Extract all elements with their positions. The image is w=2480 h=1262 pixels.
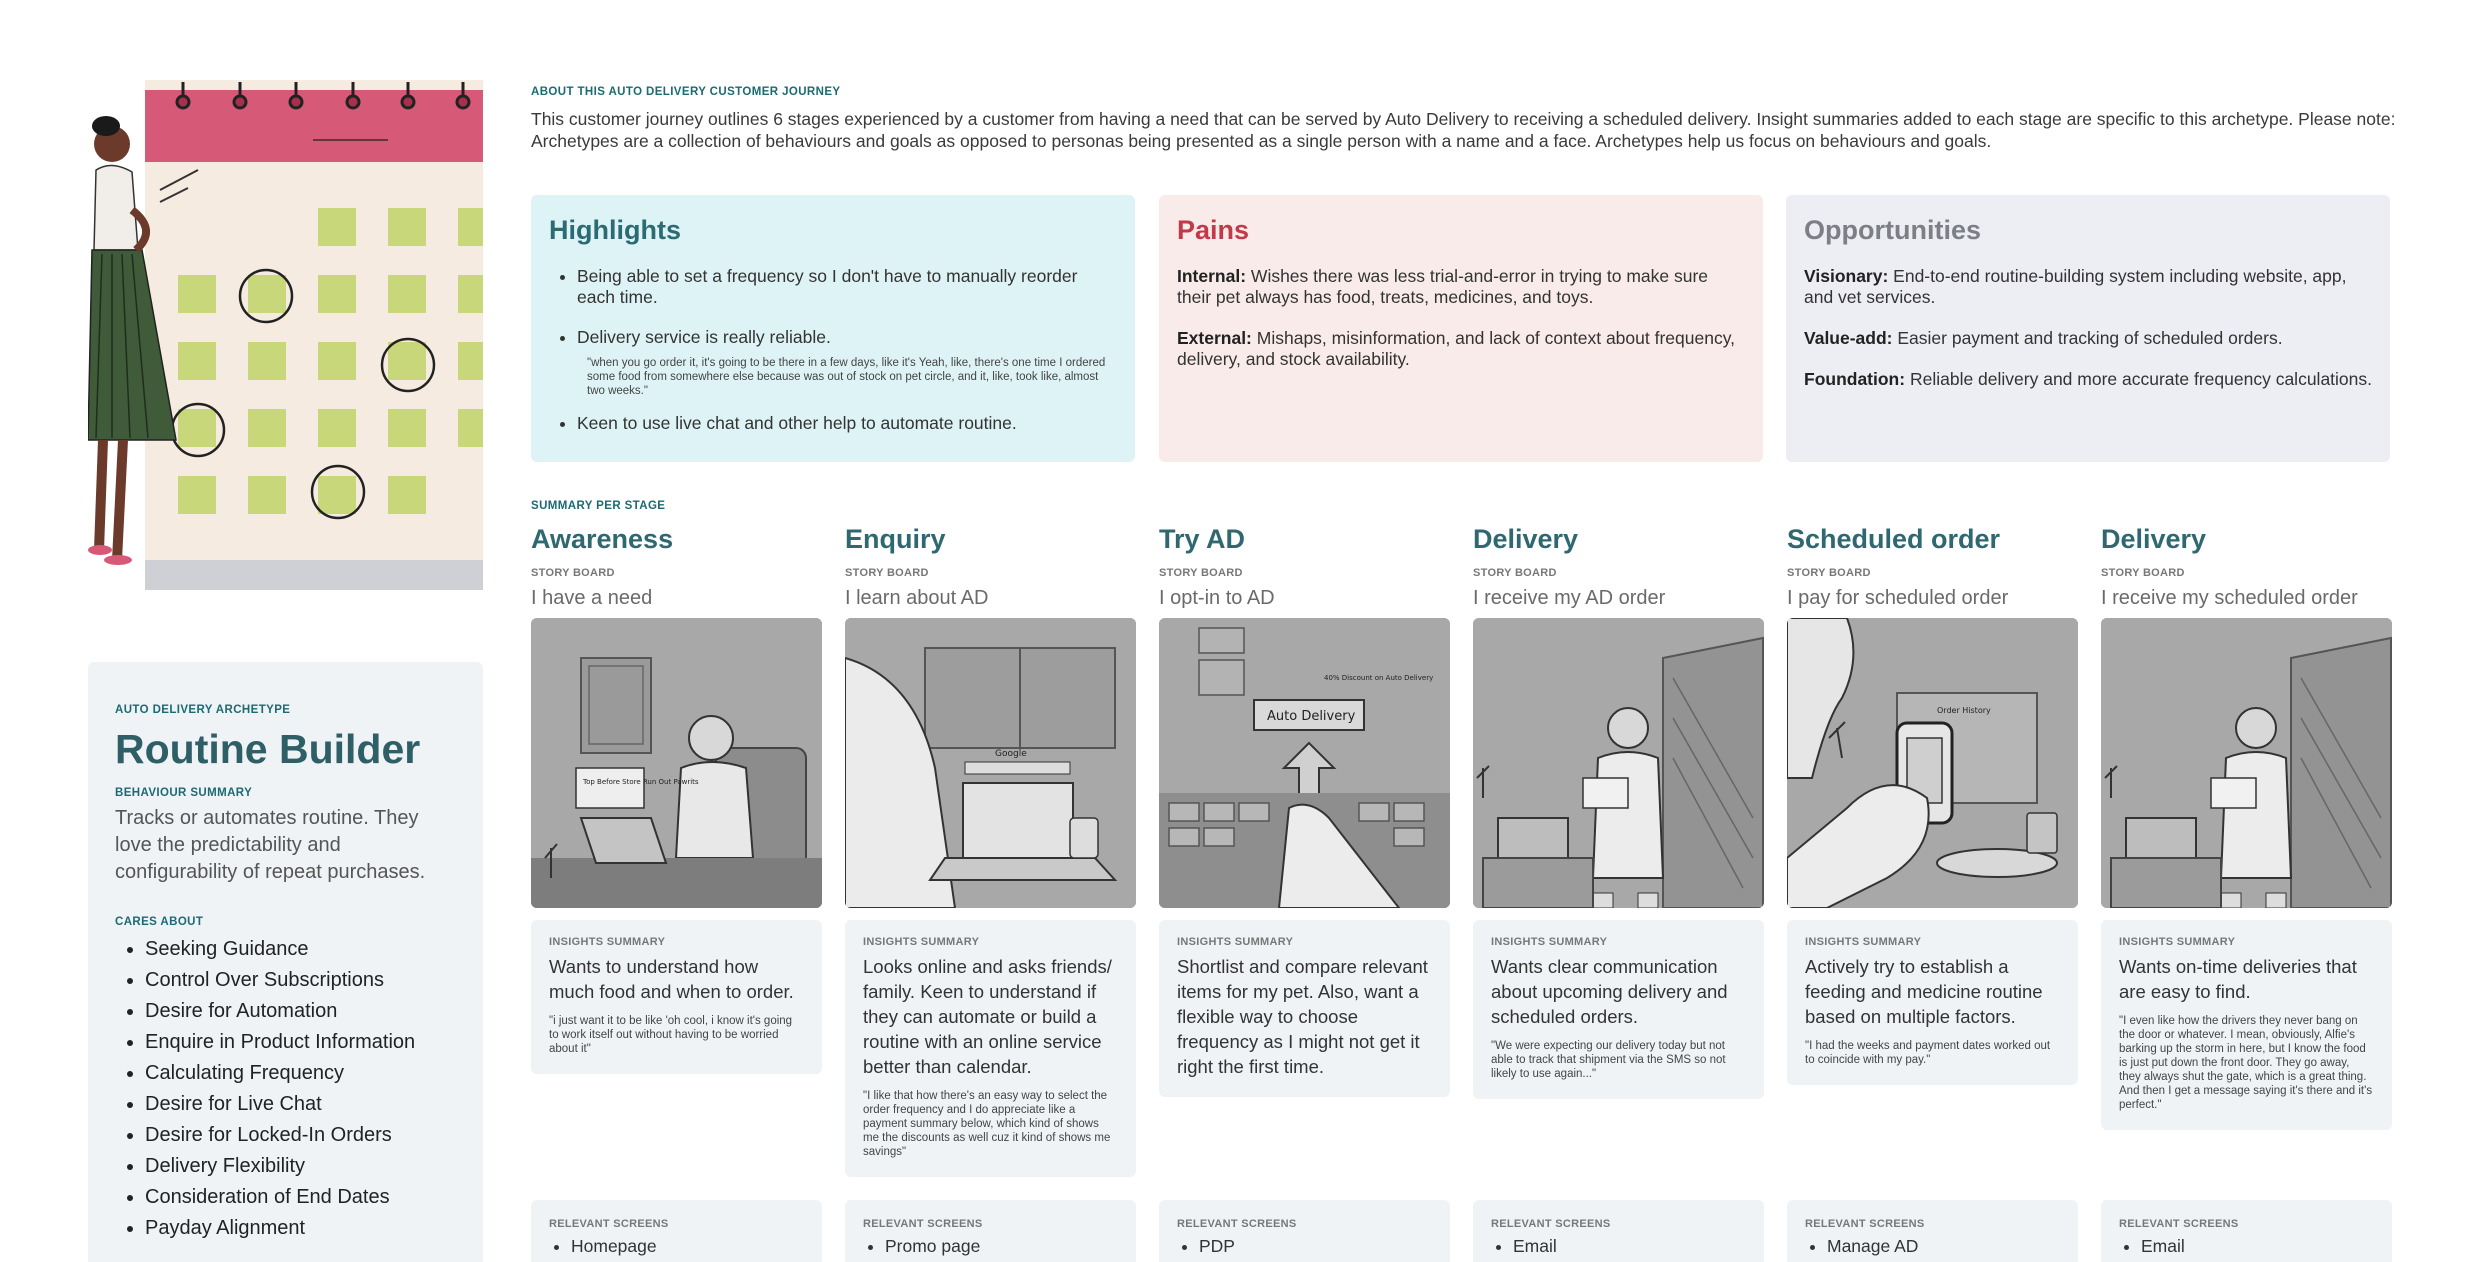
highlight-item: • Delivery service is really reliable. "when you go order it, it's going to be there in a few days, like it's Yeah, like, there's one time I ordered some food from somewhere else because was out of stock on pet circle, and it, like, took like, almost two weeks." bbox=[577, 327, 1117, 398]
relevant-screens-enquiry bbox=[845, 1200, 1136, 1262]
summary-cards bbox=[531, 195, 2391, 462]
opportunity-foundation: Foundation: Reliable delivery and more accurate frequency calculations. bbox=[1804, 369, 2373, 389]
insight-text: Shortlist and compare relevant items for my pet. Also, want a flexible way to choose frequency as I might not get it right the first time. bbox=[1177, 956, 1428, 1077]
cares-item: • Seeking Guidance bbox=[145, 934, 456, 965]
relevant-screens-label: RELEVANT SCREENS bbox=[549, 1218, 669, 1230]
opportunity-valueadd: Value-add: Easier payment and tracking of scheduled orders. bbox=[1804, 328, 2283, 348]
stage-scheduled-order bbox=[1787, 524, 2078, 1085]
highlights-card bbox=[531, 195, 1135, 462]
relevant-screens-delivery bbox=[1473, 1200, 1764, 1262]
opportunities-title: Opportunities bbox=[1804, 215, 1981, 245]
cares-item: • Payday Alignment bbox=[145, 1213, 456, 1244]
stage-title: Try AD bbox=[1159, 524, 1246, 554]
insight-quote: "I had the weeks and payment dates worked out to coincide with my pay." bbox=[1805, 1040, 2051, 1066]
insights-summary bbox=[845, 920, 1136, 1177]
relevant-screens-label: RELEVANT SCREENS bbox=[1177, 1218, 1297, 1230]
highlight-item: • Keen to use live chat and other help to automate routine. bbox=[577, 413, 1117, 434]
storyboard-sketch bbox=[2101, 618, 2392, 908]
stage-subtitle: I receive my scheduled order bbox=[2101, 587, 2358, 609]
insight-text: Actively try to establish a feeding and medicine routine based on multiple factors. bbox=[1805, 956, 2043, 1027]
cares-item: • Control Over Subscriptions bbox=[145, 965, 456, 996]
relevant-screens-awareness bbox=[531, 1200, 822, 1262]
pains-card bbox=[1159, 195, 1763, 462]
highlights-list bbox=[549, 266, 1117, 434]
cares-item: • Desire for Automation bbox=[145, 996, 456, 1027]
stage-subtitle: I have a need bbox=[531, 587, 653, 609]
about-text: This customer journey outlines 6 stages experienced by a customer from having a need that can be served by Auto Delivery to receiving a scheduled delivery. Insight summaries added to each stage are specific to this archetype. Please note: Archetypes are a collection of behaviours and goals as opposed to personas being presented as a single person with a name and a face. Archetypes help us focus on behaviours and goals. bbox=[531, 109, 2396, 151]
storyboard-image bbox=[1159, 618, 1450, 908]
story-board-label: STORY BOARD bbox=[531, 567, 615, 579]
insight-text: Looks online and asks friends/ family. Keen to understand if they can automate or build a routine with an online service better than calendar. bbox=[863, 956, 1112, 1077]
stage-awareness bbox=[531, 524, 822, 1074]
stage-subtitle: I opt-in to AD bbox=[1159, 587, 1275, 609]
story-board-label: STORY BOARD bbox=[845, 567, 929, 579]
storyboard-sketch bbox=[1473, 618, 1764, 908]
about-section bbox=[531, 86, 2411, 152]
insight-quote: "i just want it to be like 'oh cool, i know it's going to work itself out without having to be worried about it" bbox=[549, 1015, 793, 1055]
relevant-screen-item: • Promo page bbox=[885, 1236, 1118, 1257]
archetype-eyebrow: AUTO DELIVERY ARCHETYPE bbox=[115, 704, 291, 716]
about-label: ABOUT THIS AUTO DELIVERY CUSTOMER JOURNEY bbox=[531, 86, 841, 98]
insight-quote: "We were expecting our delivery today but not able to track that shipment via the SMS so not likely to use again..." bbox=[1491, 1040, 1726, 1080]
cares-item: • Desire for Live Chat bbox=[145, 1089, 456, 1120]
svg-text:40% Discount on Auto Delivery: 40% Discount on Auto Delivery bbox=[1324, 674, 1434, 682]
summary-per-stage-label: SUMMARY PER STAGE bbox=[531, 500, 666, 512]
insights-label: INSIGHTS SUMMARY bbox=[2119, 936, 2236, 948]
behaviour-label: BEHAVIOUR SUMMARY bbox=[115, 787, 253, 799]
highlights-title: Highlights bbox=[549, 215, 681, 245]
insights-label: INSIGHTS SUMMARY bbox=[1805, 936, 1922, 948]
cares-item: • Enquire in Product Information bbox=[145, 1027, 456, 1058]
relevant-screens-label: RELEVANT SCREENS bbox=[1805, 1218, 1925, 1230]
relevant-screens-delivery-scheduled bbox=[2101, 1200, 2392, 1262]
insights-summary bbox=[2101, 920, 2392, 1130]
calendar-header bbox=[145, 90, 483, 162]
storyboard-image bbox=[531, 618, 822, 908]
pains-title: Pains bbox=[1177, 215, 1250, 245]
insights-summary bbox=[1787, 920, 2078, 1085]
archetype-title: Routine Builder bbox=[115, 726, 421, 772]
stage-try-ad bbox=[1159, 524, 1450, 1097]
stage-title: Delivery bbox=[2101, 524, 2207, 554]
stage-subtitle: I learn about AD bbox=[845, 587, 989, 609]
insight-quote: "I like that how there's an easy way to select the order frequency and I do appreciate like a payment summary below, which kind of shows me the discounts as well cuz it kind of shows me savings" bbox=[863, 1090, 1111, 1158]
storyboard-sketch bbox=[531, 618, 822, 908]
insights-summary bbox=[1159, 920, 1450, 1097]
cares-item: • Desire for Locked-In Orders bbox=[145, 1120, 456, 1151]
relevant-screen-item: • Email bbox=[2141, 1236, 2374, 1257]
relevant-screen-item: • PDP bbox=[1199, 1236, 1432, 1257]
cares-list bbox=[115, 934, 456, 1244]
archetype-panel bbox=[88, 662, 483, 1262]
story-board-label: STORY BOARD bbox=[1473, 567, 1557, 579]
storyboard-sketch bbox=[1787, 618, 2078, 908]
hero-illustration bbox=[88, 40, 483, 602]
insights-label: INSIGHTS SUMMARY bbox=[1177, 936, 1294, 948]
svg-text:Google: Google bbox=[995, 749, 1027, 759]
relevant-screens-label: RELEVANT SCREENS bbox=[1491, 1218, 1611, 1230]
storyboard-sketch bbox=[845, 618, 1136, 908]
cares-label: CARES ABOUT bbox=[115, 916, 204, 928]
storyboard-sketch bbox=[1159, 618, 1450, 908]
behaviour-summary: Tracks or automates routine. They love the predictability and configurability of repeat purchases. bbox=[115, 807, 426, 883]
stage-enquiry bbox=[845, 524, 1136, 1177]
insights-label: INSIGHTS SUMMARY bbox=[863, 936, 980, 948]
insight-quote: "I even like how the drivers they never bang on the door or whatever. I mean, obviously, Alfie's barking up the storm in here, but I know the food is just put down the front door. They go away, they always shut the gate, which is a great thing. And then I get a message saying it's there and it's perfect." bbox=[2119, 1015, 2373, 1111]
stage-subtitle: I receive my AD order bbox=[1473, 587, 1666, 609]
svg-text:Top Before Store Run Out Pawri: Top Before Store Run Out Pawrits bbox=[583, 778, 699, 786]
insights-summary bbox=[1473, 920, 1764, 1099]
cares-item: • Delivery Flexibility bbox=[145, 1151, 456, 1182]
highlight-item: • Being able to set a frequency so I don't have to manually reorder each time. bbox=[577, 266, 1117, 308]
insights-label: INSIGHTS SUMMARY bbox=[549, 936, 666, 948]
stage-title: Scheduled order bbox=[1787, 524, 2001, 554]
relevant-screens-scheduled-order bbox=[1787, 1200, 2078, 1262]
storyboard-image bbox=[2101, 618, 2392, 908]
relevant-screens-label: RELEVANT SCREENS bbox=[2119, 1218, 2239, 1230]
stage-subtitle: I pay for scheduled order bbox=[1787, 587, 2009, 609]
storyboard-image bbox=[1473, 618, 1764, 908]
stage-title: Delivery bbox=[1473, 524, 1579, 554]
relevant-screen-item: • Homepage bbox=[571, 1236, 804, 1257]
storyboard-image bbox=[845, 618, 1136, 908]
story-board-label: STORY BOARD bbox=[1787, 567, 1871, 579]
stage-title: Awareness bbox=[531, 524, 674, 554]
insight-text: Wants clear communication about upcoming delivery and scheduled orders. bbox=[1491, 956, 1728, 1027]
relevant-screens-label: RELEVANT SCREENS bbox=[863, 1218, 983, 1230]
relevant-screen-item: • Email bbox=[1513, 1236, 1746, 1257]
insight-text: Wants on-time deliveries that are easy to find. bbox=[2119, 956, 2357, 1002]
insights-summary bbox=[531, 920, 822, 1074]
calendar-base bbox=[145, 560, 483, 590]
relevant-screen-item: • Manage AD bbox=[1827, 1236, 2060, 1257]
storyboard-image bbox=[1787, 618, 2078, 908]
calendar-illustration bbox=[88, 40, 483, 602]
stage-delivery-scheduled bbox=[2101, 524, 2392, 1130]
highlight-quote: "when you go order it, it's going to be there in a few days, like it's Yeah, like, there's one time I ordered some food from somewhere else because was out of stock on pet circle, and it, like, took like, almost two weeks." bbox=[587, 357, 1106, 397]
insights-label: INSIGHTS SUMMARY bbox=[1491, 936, 1608, 948]
pain-external: External: Mishaps, misinformation, and lack of context about frequency, delivery, and stock availability. bbox=[1177, 328, 1736, 369]
stage-title: Enquiry bbox=[845, 524, 946, 554]
story-board-label: STORY BOARD bbox=[2101, 567, 2185, 579]
insight-text: Wants to understand how much food and when to order. bbox=[549, 956, 794, 1002]
pain-internal: Internal: Wishes there was less trial-and-error in trying to make sure their pet always has food, treats, medicines, and toys. bbox=[1177, 266, 1709, 307]
svg-text:Order History: Order History bbox=[1937, 706, 1991, 715]
opportunities-card bbox=[1786, 195, 2390, 462]
cares-item: • Consideration of End Dates bbox=[145, 1182, 456, 1213]
svg-text:Auto Delivery: Auto Delivery bbox=[1267, 709, 1356, 724]
relevant-screens-try-ad bbox=[1159, 1200, 1450, 1262]
story-board-label: STORY BOARD bbox=[1159, 567, 1243, 579]
stage-delivery bbox=[1473, 524, 1764, 1099]
opportunity-visionary: Visionary: End-to-end routine-building system including website, app, and vet services. bbox=[1804, 266, 2347, 307]
cares-item: • Calculating Frequency bbox=[145, 1058, 456, 1089]
